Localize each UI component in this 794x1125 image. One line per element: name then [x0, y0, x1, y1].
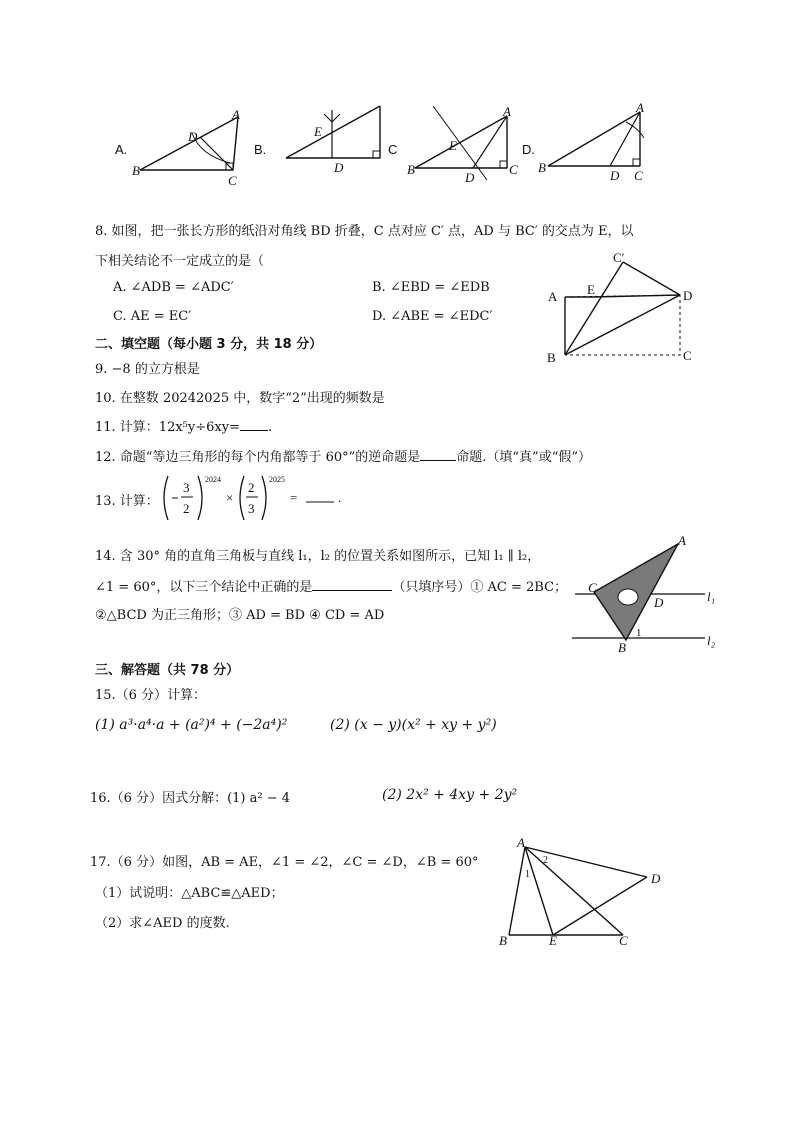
svg-text:C: C: [619, 933, 628, 948]
q16-part-2: (2) 2x² + 4xy + 2y²: [382, 787, 518, 803]
q8-figure: [545, 250, 705, 370]
svg-text:1: 1: [636, 627, 642, 639]
svg-text:2025: 2025: [269, 475, 285, 484]
q14-line-3: ②△BCD 为正三角形；③ AD = BD ④ CD = AD: [95, 608, 385, 623]
svg-text:D: D: [654, 595, 664, 610]
svg-text:B: B: [407, 162, 415, 177]
svg-text:B: B: [132, 163, 140, 178]
svg-text:×: ×: [226, 490, 234, 505]
question-11: 11. 计算：12x⁵y÷6xy= .: [95, 420, 273, 435]
figure-option-d: [538, 100, 658, 185]
question-12: 12. 命题“等边三角形的每个内角都等于 60°”的逆命题是 命题.（填“真”或“假”）: [95, 450, 591, 465]
q8-option-a: A. ∠ADB = ∠ADC′: [113, 280, 234, 295]
answer-blank[interactable]: [420, 448, 456, 461]
svg-text:C: C: [588, 580, 597, 595]
svg-text:D: D: [683, 288, 693, 303]
svg-text:2: 2: [543, 855, 548, 866]
svg-text:B: B: [499, 933, 507, 948]
svg-text:D: D: [465, 170, 475, 185]
svg-text:D: D: [651, 871, 661, 886]
section-3-heading: 三、解答题（共 78 分）: [95, 663, 240, 678]
question-10: 10. 在整数 20242025 中，数字“2”出现的频数是: [95, 391, 385, 406]
svg-text:B: B: [547, 350, 556, 365]
svg-text:3: 3: [248, 501, 255, 516]
answer-blank[interactable]: [312, 578, 392, 591]
svg-text:E: E: [549, 933, 557, 948]
svg-text:C: C: [683, 348, 692, 363]
answer-blank[interactable]: [240, 418, 268, 431]
q17-part-1: （1）试说明：△ABC≌△AED；: [95, 886, 284, 901]
question-13-expression: [160, 470, 360, 530]
svg-text:C: C: [228, 173, 237, 188]
q15-part-2: (2) (x − y)(x² + xy + y²): [330, 717, 497, 733]
question-13-label: 13. 计算：: [95, 494, 159, 509]
q16-heading: 16.（6 分）因式分解：(1) a² − 4: [90, 791, 291, 806]
svg-text:l₂: l₂: [707, 633, 716, 648]
svg-text:E: E: [449, 138, 457, 153]
q8-stem-2: 下相关结论不一定成立的是（: [95, 254, 265, 269]
option-d-label: D.: [522, 142, 535, 157]
svg-text:B: B: [618, 640, 626, 655]
svg-text:C: C: [509, 162, 518, 177]
figure-option-a: [130, 105, 250, 188]
option-c-label: C: [388, 142, 398, 157]
svg-text:D: D: [610, 168, 620, 183]
q17-part-2: （2）求∠AED 的度数.: [95, 916, 230, 931]
svg-text:2: 2: [248, 480, 255, 495]
figure-option-b: [280, 100, 390, 180]
figure-option-c: [405, 100, 525, 185]
svg-text:A: A: [636, 100, 644, 115]
svg-text:C: C: [634, 168, 643, 183]
svg-text:B: B: [538, 160, 546, 175]
q8-option-c: C. AE = EC′: [113, 309, 192, 324]
svg-text:3: 3: [183, 480, 190, 495]
svg-text:D: D: [188, 129, 198, 144]
q14-line-2: ∠1 = 60°，以下三个结论中正确的是 （只填序号）① AC = 2BC；: [95, 580, 568, 595]
option-a-label: A.: [115, 142, 128, 157]
svg-text:A: A: [517, 835, 525, 850]
q17-heading: 17.（6 分）如图，AB = AE，∠1 = ∠2，∠C = ∠D，∠B = 60°: [90, 855, 479, 870]
svg-text:1: 1: [525, 869, 530, 880]
svg-text:C′: C′: [613, 250, 625, 265]
svg-text:A: A: [678, 533, 686, 548]
svg-text:2024: 2024: [205, 475, 221, 484]
svg-text:=: =: [290, 490, 298, 505]
svg-text:D: D: [334, 160, 344, 175]
q8-option-b: B. ∠EBD = ∠EDB: [372, 280, 490, 295]
question-9: 9. −8 的立方根是: [95, 362, 200, 377]
svg-text:A: A: [548, 289, 558, 304]
svg-text:l₁: l₁: [707, 589, 716, 604]
q15-heading: 15.（6 分）计算：: [95, 688, 207, 703]
q8-stem: 8. 如图，把一张长方形的纸沿对角线 BD 折叠，C 点对应 C′ 点，AD 与 BC′ 的交点为 E，以: [95, 224, 634, 239]
option-b-label: B.: [254, 142, 267, 157]
section-2-heading: 二、填空题（每小题 3 分，共 18 分）: [95, 337, 323, 352]
svg-text:A: A: [503, 104, 511, 119]
svg-text:E: E: [587, 282, 595, 297]
q15-part-1: (1) a³·a⁴·a + (a²)⁴ + (−2a⁴)²: [95, 717, 288, 733]
q17-figure: [495, 835, 670, 950]
svg-text:E: E: [314, 124, 322, 139]
svg-text:.: .: [338, 490, 342, 505]
svg-text:A: A: [232, 107, 240, 122]
q8-option-d: D. ∠ABE = ∠EDC′: [372, 309, 493, 324]
q14-line-1: 14. 含 30° 角的直角三角板与直线 l₁，l₂ 的位置关系如图所示，已知 l₁ ∥ l₂，: [95, 549, 541, 564]
svg-text:2: 2: [183, 501, 190, 516]
q14-figure: [570, 535, 730, 660]
